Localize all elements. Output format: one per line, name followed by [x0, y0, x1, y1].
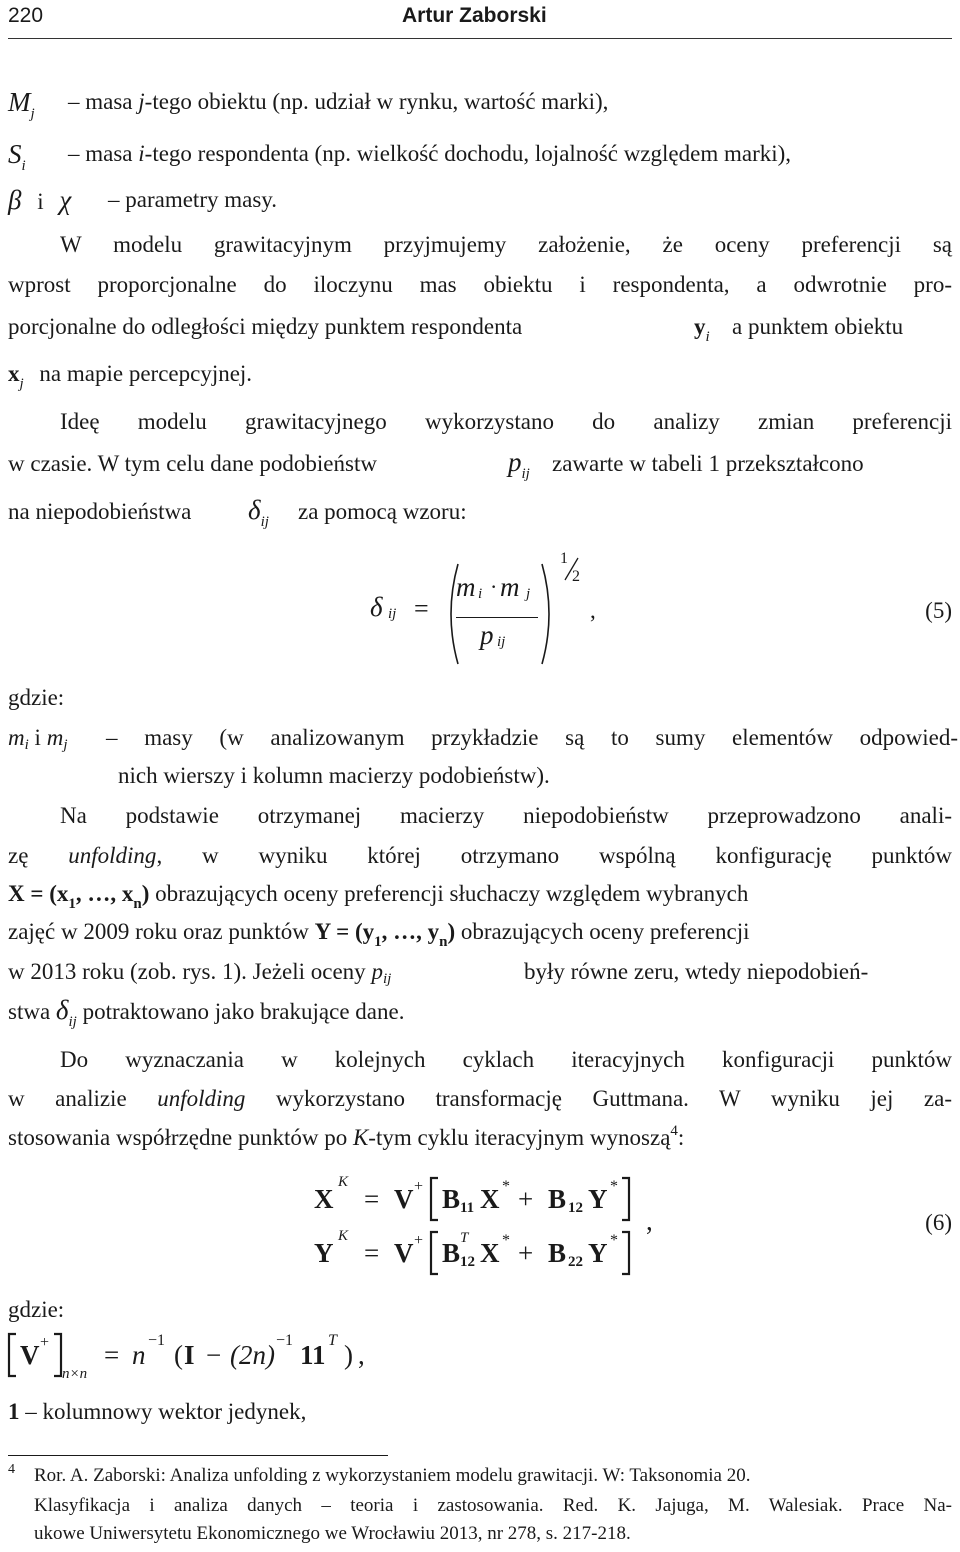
definition-mj: $M_j$ – masa j-tego obiektu (np. udział w rynku, wartość marki),: [8, 87, 609, 122]
gdzie-label-2: gdzie:: [8, 1297, 65, 1322]
para3-line5: w 2013 roku (zob. rys. 1). Jeżeli oceny pij były równe zeru, wtedy niepodobień-: [8, 959, 869, 987]
para3-line6: stwa $\delta_{ij}$ potraktowano jako brakujące dane.: [8, 995, 405, 1030]
para3-line2: zę unfolding, w wyniku której otrzymano wspólną konfigurację punktów: [8, 843, 953, 868]
para4-line2: w analizie unfolding wykorzystano transformację Guttmana. W wyniku jej za-: [8, 1086, 953, 1111]
para2-line2: w czasie. W tym celu dane podobieństw $p_{ij}$ zawarte w tabeli 1 przekształcono: [8, 447, 864, 482]
footnote-line3: ukowe Uniwersytetu Ekonomicznego we Wrocławiu 2013, nr 278, s. 217-218.: [34, 1523, 631, 1544]
para1-line4: $x_j$ na mapie percepcyjnej.: [8, 361, 253, 392]
masses-definition-line1: mi i mj – masy (w analizowanym przykładzie są to sumy elementów odpowied-: [8, 725, 959, 753]
para4-line1: Do wyznaczania w kolejnych cyklach iteracyjnych konfiguracji punktów: [60, 1047, 952, 1072]
para1-line2: wprost proporcjonalne do iloczynu mas obiektu i respondenta, a odwrotnie pro-: [8, 272, 952, 297]
equation-5: δ ij = m i · m j p ij 1 2 , (5): [0, 550, 960, 670]
ones-vector-definition: 1 – kolumnowy wektor jedynek,: [8, 1399, 307, 1424]
equation-vplus: V + n×n = n −1 ( I − (2n) −1 11 T ) ,: [0, 1330, 960, 1390]
footnote-line2: Klasyfikacja i analiza danych – teoria i zastosowania. Red. K. Jajuga, M. Walesiak. Prace Na-: [34, 1495, 952, 1516]
para2-line3: na niepodobieństwa $\delta_{ij}$ za pomocą wzoru:: [8, 495, 467, 530]
masses-definition-line2: nich wierszy i kolumn macierzy podobieństw).: [118, 763, 550, 788]
para1-line1: W modelu grawitacyjnym przyjmujemy założenie, że oceny preferencji są: [60, 232, 952, 257]
para2-line1: Ideę modelu grawitacyjnego wykorzystano do analizy zmian preferencji: [60, 409, 952, 434]
running-head-author: Artur Zaborski: [402, 4, 547, 27]
para4-line3: stosowania współrzędne punktów po K-tym cyklu iteracyjnym wynoszą$^4$:: [8, 1123, 685, 1150]
right-bracket-row1: [620, 1176, 632, 1222]
definition-si: $S_i$ – masa i-tego respondenta (np. wielkość dochodu, lojalność względem marki),: [8, 139, 792, 174]
gdzie-label-1: gdzie:: [8, 685, 65, 710]
page-header: [0, 0, 960, 42]
left-bracket-vplus: [6, 1332, 18, 1378]
fraction-bar: [456, 617, 538, 618]
left-bracket-row2: [428, 1230, 440, 1276]
para3-line3: $X = (x_1$, …, $x_n$) obrazujących oceny preferencji słuchaczy względem wybranych: [8, 881, 749, 912]
equation-number-5: (5): [925, 598, 952, 623]
para3-line1: Na podstawie otrzymanej macierzy niepodobieństw przeprowadzono anali-: [60, 803, 952, 828]
equation-number-6: (6): [925, 1210, 952, 1235]
equation-6: X K = V + B 11 X * + B 12 Y * , Y K = V + B T 12 X * + B 22 Y * (6): [0, 1170, 960, 1290]
left-bracket-row1: [428, 1176, 440, 1222]
para1-line3: porcjonalne do odległości między punktem respondenta $y_i$ a punktem obiektu: [8, 314, 904, 345]
right-bracket-row2: [620, 1230, 632, 1276]
footnote-rule: [8, 1455, 388, 1456]
definition-beta-chi: β i χ – parametry masy.: [8, 185, 278, 215]
para3-line4: zajęć w 2009 roku oraz punktów $Y = (y_1$, …, $y_n$) obrazujących oceny preferencji: [8, 919, 750, 950]
header-rule: [8, 38, 952, 39]
right-paren: [538, 562, 558, 666]
page-number: 220: [8, 4, 44, 27]
